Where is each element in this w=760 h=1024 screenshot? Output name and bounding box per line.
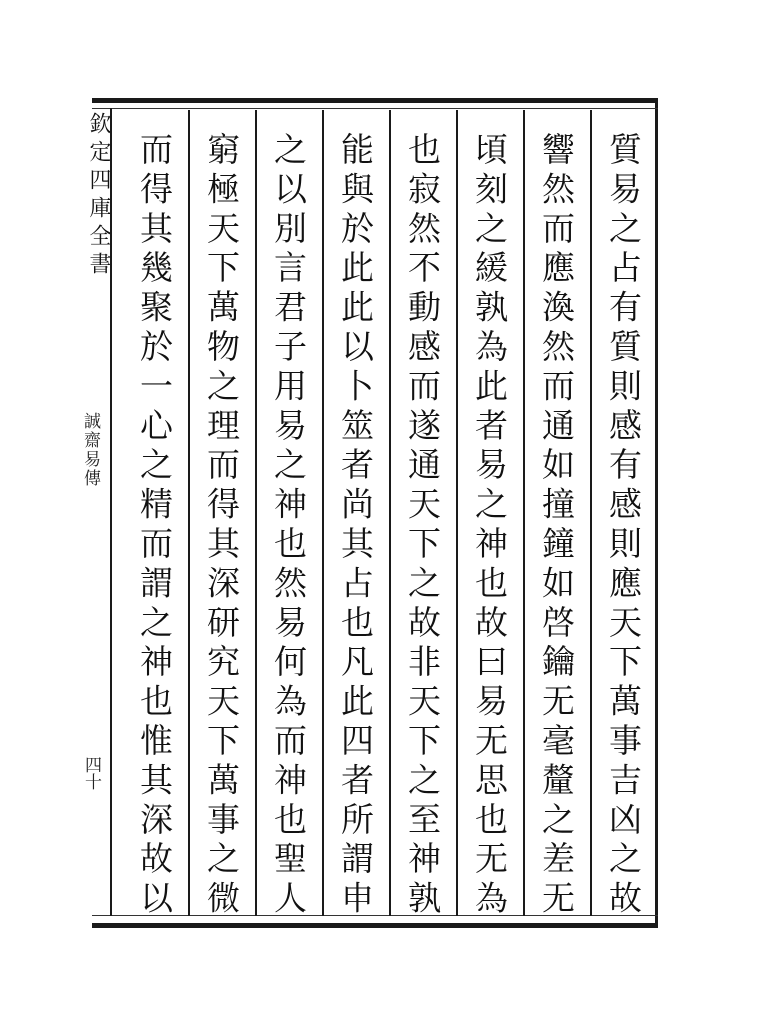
column-text: 質易之占有質則感有感則應天下萬事吉凶之故 <box>604 132 643 920</box>
page-number: 四十 <box>81 756 101 790</box>
text-column-7 <box>188 110 255 920</box>
text-column-3 <box>456 110 523 920</box>
frame-top-rule <box>92 108 658 109</box>
book-title: 欽定四庫全書 <box>86 112 111 280</box>
column-text: 能與於此此以卜筮者尚其占也凡此四者所謂申 <box>336 132 375 920</box>
text-column-5 <box>322 110 389 920</box>
column-text: 響然而應渙然而通如撞鐘如啓鑰无毫釐之差无 <box>537 132 576 920</box>
text-column-6 <box>255 110 322 920</box>
column-text: 窮極天下萬物之理而得其深研究天下萬事之微 <box>202 132 241 920</box>
column-text: 而得其幾聚於一心之精而謂之神也惟其深故以 <box>135 132 174 920</box>
column-text: 也寂然不動感而遂通天下之故非天下之至神孰 <box>403 132 442 920</box>
text-column-2 <box>523 110 590 920</box>
section-title: 誠齋易傳 <box>80 412 100 488</box>
column-text: 頃刻之緩孰為此者易之神也故曰易无思也无為 <box>470 132 509 920</box>
column-text: 之以別言君子用易之神也然易何為而神也聖人 <box>269 132 308 920</box>
text-column-4 <box>389 110 456 920</box>
text-column-8 <box>110 110 188 920</box>
text-column-1 <box>590 110 657 920</box>
